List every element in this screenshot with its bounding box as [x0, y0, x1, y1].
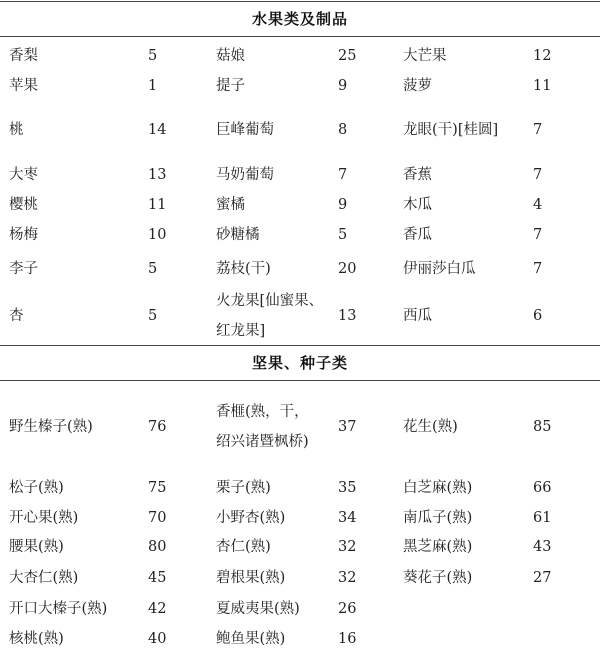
cell-value: 42: [148, 601, 167, 617]
cell-name: 香榧(熟，干，绍兴诸暨枫桥): [216, 404, 309, 450]
cell-name: 菠萝: [403, 78, 432, 94]
cell-value: 75: [148, 480, 167, 496]
cell-name: 开心果(熟): [9, 510, 79, 526]
cell-name: 荔枝(干): [216, 261, 271, 277]
section-rule: [0, 345, 600, 346]
cell-value: 14: [148, 122, 167, 138]
cell-value: 76: [148, 419, 167, 435]
cell-value: 37: [338, 419, 357, 435]
cell-name: 巨峰葡萄: [216, 122, 274, 138]
table-row: [0, 532, 600, 562]
cell-value: 5: [148, 308, 158, 324]
table-row: [0, 190, 600, 220]
cell-name: 马奶葡萄: [216, 167, 274, 183]
cell-value: 7: [338, 167, 348, 183]
cell-name: [403, 594, 553, 624]
table-row: [0, 288, 600, 344]
cell-name: 腰果(熟): [9, 539, 64, 555]
cell-value: 80: [148, 539, 167, 555]
cell-name: 西瓜: [403, 308, 432, 324]
table-row: [0, 594, 600, 624]
table-row: [0, 562, 600, 594]
cell-name: 砂糖橘: [216, 227, 260, 243]
cell-name: 夏威夷果(熟): [216, 601, 300, 617]
cell-value: 85: [533, 419, 552, 435]
cell-name: 花生(熟): [403, 419, 458, 435]
cell-value: 35: [338, 480, 357, 496]
cell-value: 5: [338, 227, 348, 243]
cell-value: 7: [533, 167, 543, 183]
cell-name: 香梨: [9, 48, 38, 64]
table-row: [0, 41, 600, 71]
cell-name: 大枣: [9, 167, 38, 183]
cell-name: 栗子(熟): [216, 480, 271, 496]
section-title-nuts: 坚果、种子类: [251, 354, 348, 372]
cell-value: 27: [533, 570, 552, 586]
cell-value: 70: [148, 510, 167, 526]
cell-name: 火龙果[仙蜜果、红龙果]: [216, 293, 324, 339]
cell-name: 桃: [9, 122, 24, 138]
table-row: [0, 503, 600, 533]
cell-name: 松子(熟): [9, 480, 64, 496]
cell-name: 黑芝麻(熟): [403, 539, 473, 555]
cell-name: 核桃(熟): [9, 631, 64, 647]
table-top-rule: [0, 1, 600, 2]
cell-value: 11: [533, 78, 552, 94]
cell-value: 1: [148, 78, 158, 94]
table-row: [0, 252, 600, 286]
cell-value: 20: [338, 261, 357, 277]
cell-value: 7: [533, 227, 543, 243]
cell-name: 香蕉: [403, 167, 432, 183]
table-row: [0, 624, 600, 654]
cell-name: 木瓜: [403, 197, 432, 213]
cell-name: 杏仁(熟): [216, 539, 271, 555]
cell-name: 樱桃: [9, 197, 38, 213]
cell-value: 5: [148, 48, 158, 64]
section-title-fruits: 水果类及制品: [251, 10, 348, 28]
cell-value: 5: [148, 261, 158, 277]
table-row: [0, 382, 600, 472]
cell-value: 43: [533, 539, 552, 555]
table-row: [0, 473, 600, 503]
cell-name: 香瓜: [403, 227, 432, 243]
cell-value: 7: [533, 122, 543, 138]
cell-name: 菇娘: [216, 48, 245, 64]
cell-value: 40: [148, 631, 167, 647]
cell-name: [403, 624, 553, 654]
cell-value: 34: [338, 510, 357, 526]
cell-value: 61: [533, 510, 552, 526]
cell-value: 32: [338, 570, 357, 586]
cell-name: 杨梅: [9, 227, 38, 243]
table-row: [0, 101, 600, 159]
cell-value: 45: [148, 570, 167, 586]
cell-value: 13: [338, 308, 357, 324]
cell-name: 小野杏(熟): [216, 510, 286, 526]
cell-name: 白芝麻(熟): [403, 480, 473, 496]
cell-value: [533, 594, 583, 624]
cell-value: 9: [338, 197, 348, 213]
cell-name: 南瓜子(熟): [403, 510, 473, 526]
cell-name: 苹果: [9, 78, 38, 94]
table-row: [0, 160, 600, 190]
table-row: [0, 71, 600, 101]
cell-name: 大芒果: [403, 48, 447, 64]
section-rule: [0, 36, 600, 37]
cell-value: 13: [148, 167, 167, 183]
cell-name: 野生榛子(熟): [9, 419, 93, 435]
cell-value: 7: [533, 261, 543, 277]
cell-name: 伊丽莎白瓜: [403, 261, 476, 277]
section-rule: [0, 380, 600, 381]
cell-name: 杏: [9, 308, 24, 324]
cell-name: 大杏仁(熟): [9, 570, 79, 586]
cell-value: 10: [148, 227, 167, 243]
cell-value: 12: [533, 48, 552, 64]
cell-value: 11: [148, 197, 167, 213]
cell-name: 葵花子(熟): [403, 570, 473, 586]
cell-name: 鲍鱼果(熟): [216, 631, 286, 647]
cell-value: 9: [338, 78, 348, 94]
cell-name: 蜜橘: [216, 197, 245, 213]
cell-name: 碧根果(熟): [216, 570, 286, 586]
cell-name: 提子: [216, 78, 245, 94]
cell-value: 16: [338, 631, 357, 647]
cell-value: 66: [533, 480, 552, 496]
cell-value: 25: [338, 48, 357, 64]
cell-name: 龙眼(干)[桂圆]: [403, 122, 499, 138]
cell-name: 李子: [9, 261, 38, 277]
cell-value: 4: [533, 197, 543, 213]
cell-value: 26: [338, 601, 357, 617]
table-row: [0, 220, 600, 250]
cell-value: [533, 624, 583, 654]
cell-name: 开口大榛子(熟): [9, 601, 108, 617]
cell-value: 6: [533, 308, 543, 324]
cell-value: 32: [338, 539, 357, 555]
cell-value: 8: [338, 122, 348, 138]
